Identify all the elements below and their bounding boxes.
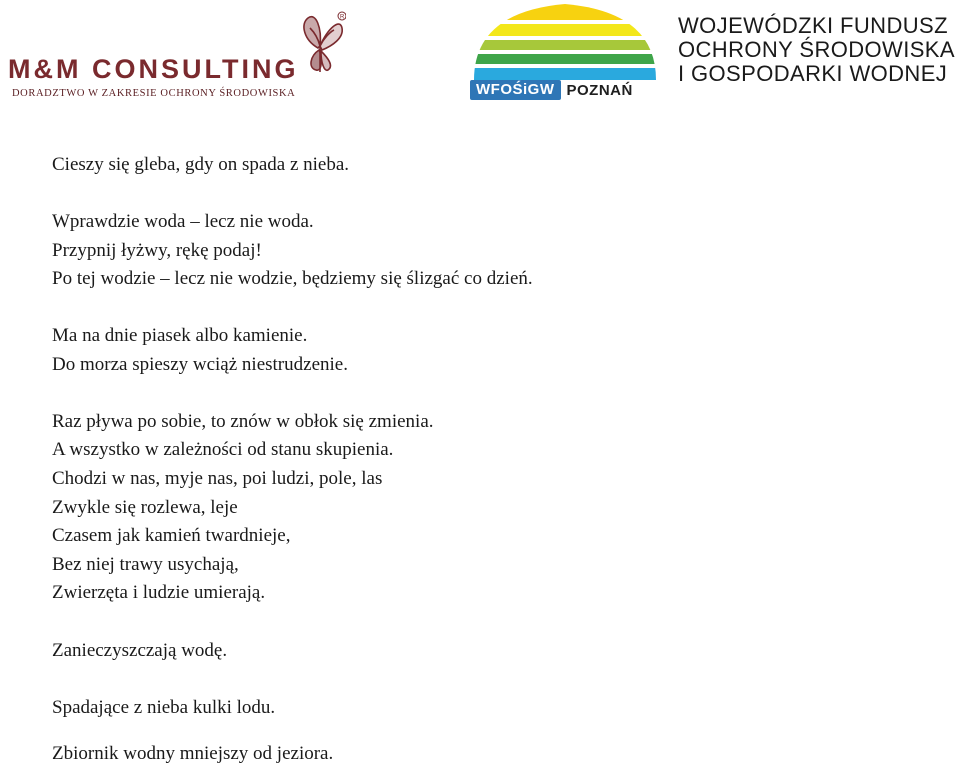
wfosigw-city: POZNAŃ bbox=[566, 81, 633, 99]
poem-line: Chodzi w nas, myje nas, poi ludzi, pole, las bbox=[52, 468, 383, 489]
poem-line: Zbiornik wodny mniejszy od jeziora. bbox=[52, 743, 334, 764]
poem-line: Po tej wodzie – lecz nie wodzie, będziemy się ślizgać co dzień. bbox=[52, 268, 533, 289]
poem-line: Zwykle się rozlewa, leje bbox=[52, 497, 238, 518]
wfosigw-abbrev: WFOŚiGW bbox=[470, 80, 561, 100]
poem-line: Do morza spieszy wciąż niestrudzenie. bbox=[52, 354, 348, 375]
poem-line: Raz pływa po sobie, to znów w obłok się zmienia. bbox=[52, 411, 434, 432]
poem-line: Bez niej trawy usychają, bbox=[52, 554, 239, 575]
poem-line: Zanieczyszczają wodę. bbox=[52, 640, 228, 661]
fund-name-line: WOJEWÓDZKI FUNDUSZ bbox=[678, 13, 948, 38]
mm-logo-title: M&M CONSULTING bbox=[8, 54, 299, 84]
poem-line: Spadające z nieba kulki lodu. bbox=[52, 697, 276, 718]
fund-name-line: I GOSPODARKI WODNEJ bbox=[678, 61, 948, 86]
poem-line: Czasem jak kamień twardnieje, bbox=[52, 525, 291, 546]
poem-line: Ma na dnie piasek albo kamienie. bbox=[52, 325, 308, 346]
poem-line: A wszystko w zależności od stanu skupienia. bbox=[52, 439, 394, 460]
poem-line: Wprawdzie woda – lecz nie woda. bbox=[52, 211, 314, 232]
svg-text:R: R bbox=[340, 14, 345, 21]
mm-logo-subtitle: DORADZTWO W ZAKRESIE OCHRONY ŚRODOWISKA bbox=[12, 88, 296, 99]
poem-line: Zwierzęta i ludzie umierają. bbox=[52, 582, 266, 603]
poem-body bbox=[52, 0, 932, 767]
fund-name-line: OCHRONY ŚRODOWISKA bbox=[678, 37, 955, 62]
poem-line: Przypnij łyżwy, rękę podaj! bbox=[52, 240, 262, 261]
poem-line: Cieszy się gleba, gdy on spada z nieba. bbox=[52, 154, 350, 175]
